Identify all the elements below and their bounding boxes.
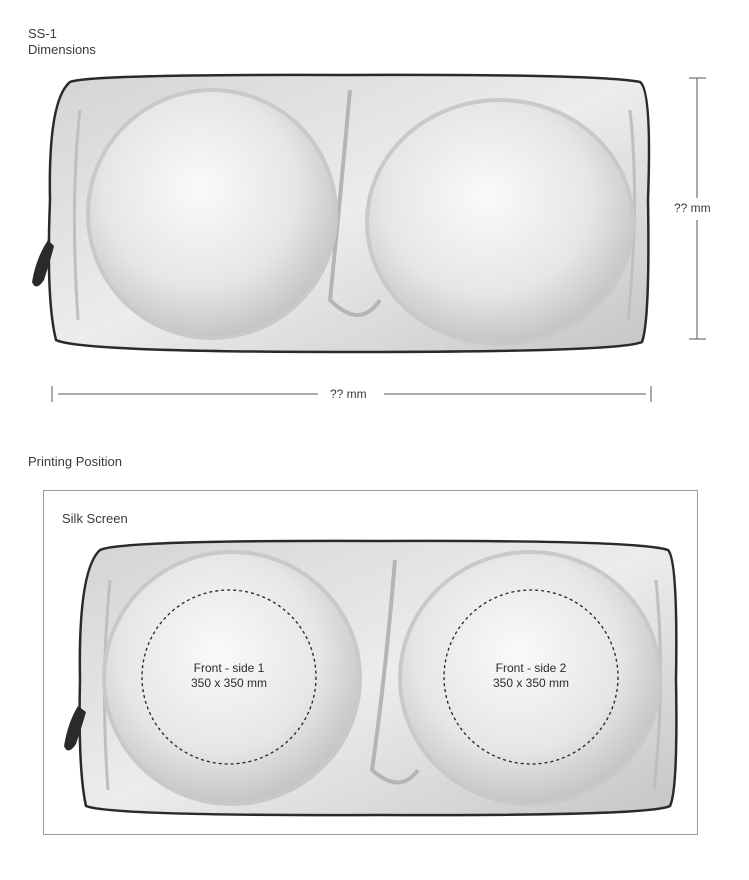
print-method-label: Silk Screen (62, 511, 128, 526)
print-area-1 (159, 661, 299, 691)
print-area-1-size: 350 x 350 mm (190, 676, 268, 690)
print-area-2 (461, 661, 601, 691)
print-area-1-name: Front - side 1 (193, 661, 265, 675)
printing-position-heading: Printing Position (28, 454, 122, 469)
print-area-2-size: 350 x 350 mm (492, 676, 570, 690)
width-dimension-label: ?? mm (326, 387, 371, 401)
print-area-2-name: Front - side 2 (495, 661, 567, 675)
height-dimension-label: ?? mm (670, 201, 715, 215)
dimensions-heading: Dimensions (28, 42, 96, 57)
model-code: SS-1 (28, 26, 57, 41)
